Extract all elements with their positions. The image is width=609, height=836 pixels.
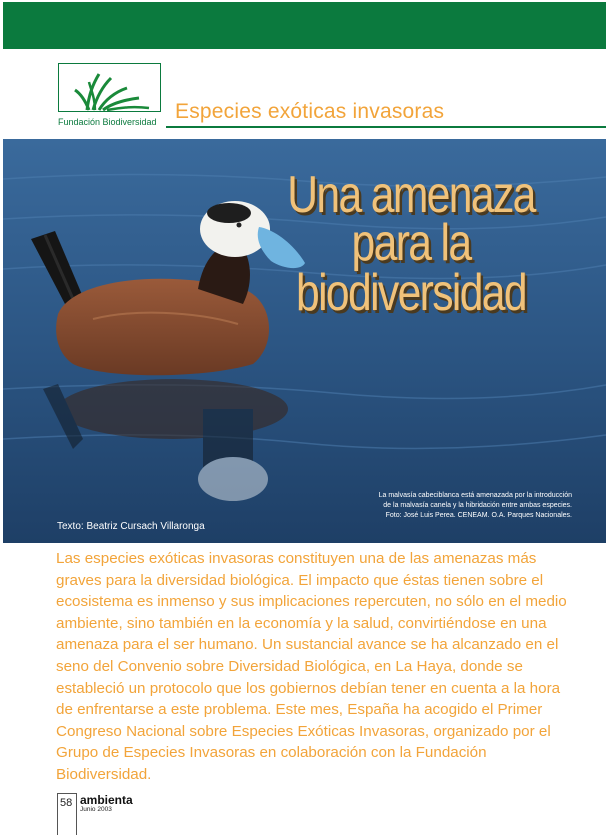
- section-divider: [166, 126, 606, 128]
- intro-paragraph: Las especies exóticas invasoras constituyen una de las amenazas más graves para la diversidad biológica. El impacto que éstas tienen sobre el ecosistema es inmenso y sus implicaciones repercuten, no sólo en el medio ambiente, sino también en la economía y la salud, convirtiéndose en una amenaza para el ser humano. Un sustancial avance se ha alcanzado en el seno del Convenio sobre Diversidad Biológica, en La Haya, donde se estableció un protocolo que los gobiernos debían tener en cuenta a la hora de enfrentarse a este problema. Este mes, España ha acogido el Primer Congreso Nacional sobre Especies Exóticas Invasoras, organizado por el Grupo de Especies Invasoras en colaboración con la Fundación Biodiversidad.: [56, 550, 567, 783]
- issue-date: Junio 2003: [80, 806, 112, 813]
- top-color-band: [3, 2, 606, 49]
- grass-logo-icon: [59, 64, 162, 113]
- author-byline: Texto: Beatriz Cursach Villaronga: [57, 521, 205, 532]
- fundacion-logo: [58, 63, 161, 112]
- headline-line-3: biodiversidad: [296, 264, 526, 322]
- page-number: 58: [60, 797, 73, 809]
- photo-caption: La malvasía cabeciblanca está amenazada por la introducción de la malvasía canela y la hibridación entre ambas especies. Foto: José Luis Perea. CENEAM. O.A. Parques Nacionales.: [378, 492, 572, 519]
- headline-line-2: para la: [351, 214, 471, 272]
- hero-photo: [3, 139, 606, 543]
- section-title: Especies exóticas invasoras: [175, 100, 445, 123]
- logo-caption: Fundación Biodiversidad: [58, 117, 157, 127]
- magazine-name: ambienta: [80, 793, 133, 807]
- headline: [246, 166, 576, 322]
- headline-line-1: Una amenaza: [287, 166, 535, 224]
